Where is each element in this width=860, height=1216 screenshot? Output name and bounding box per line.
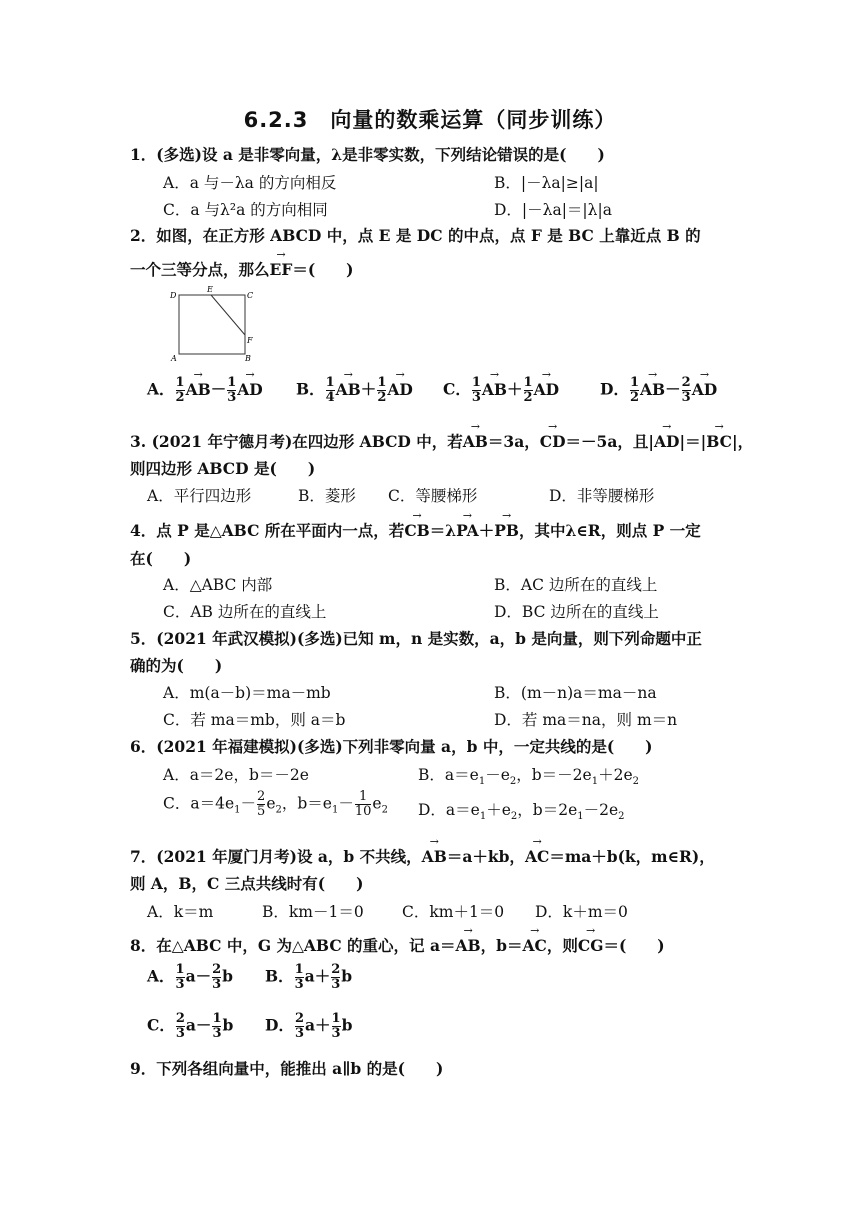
q5-option-c: C．若 ma＝mb，则 a＝b [163, 711, 346, 729]
q7-option-d: D．k＋m＝0 [535, 903, 628, 921]
q8-option-c: C． $\frac{2}{3}$ a－ $\frac{1}{3}$ b [147, 1011, 234, 1041]
q3-stem-line1: 3. (2021 年宁德月考)在四边形 ABCD 中，若→ AB＝3a，→ CD＝－5a，且|→ AD|＝|→ BC|， [130, 430, 753, 452]
label-f: F [247, 336, 253, 345]
q1-option-a: A．a 与－λa 的方向相反 [163, 174, 337, 192]
q4-option-b: B．AC 边所在的直线上 [494, 576, 658, 594]
q8-option-b: B． $\frac{1}{3}$ a＋ $\frac{2}{3}$ b [265, 962, 353, 992]
title-text: 向量的数乘运算（同步训练） [330, 108, 617, 132]
vector-cb: → CB [404, 521, 429, 540]
q1-option-b: B．|－λa|≥|a| [494, 174, 599, 192]
q2-stem-line1: 2．如图，在正方形 ABCD 中，点 E 是 DC 的中点，点 F 是 BC 上靠近点 B 的 [130, 226, 701, 245]
q4-stem-line2: 在( ) [130, 549, 192, 568]
q9-stem: 9．下列各组向量中，能推出 a∥b 的是( ) [130, 1059, 444, 1078]
vector-ef: → EF [270, 260, 293, 279]
vector-bc: → BC [706, 432, 732, 451]
label-c: C [247, 291, 254, 300]
q5-stem-line2: 确的为( ) [130, 656, 223, 675]
q7-option-b: B．km－1＝0 [262, 903, 364, 921]
q8-option-a: A． $\frac{1}{3}$ a－ $\frac{2}{3}$ b [147, 962, 234, 992]
q3-option-c: C．等腰梯形 [388, 487, 478, 505]
q7-option-a: A．k＝m [147, 903, 214, 921]
vector-ac: → AC [525, 847, 549, 866]
q2-option-a: A． $\frac{1}{2}$ → AB－ $\frac{1}{3}$ → AD [147, 376, 263, 405]
q2-option-d: D． $\frac{1}{2}$ → AB－ $\frac{2}{3}$ → AD [600, 376, 717, 405]
vector-ab: → AB [456, 936, 481, 955]
q6-option-d: D．$a=e_1+e_2$，$b=2e_1-2e_2$ [418, 801, 625, 823]
vector-ac: → AC [522, 936, 546, 955]
q6-option-a: A．a＝2e，b＝－2e [163, 766, 309, 784]
vector-cg: → CG [578, 936, 604, 955]
q5-stem-line1: 5．(2021 年武汉模拟)(多选)已知 m，n 是实数，a，b 是向量，则下列命题中正 [130, 629, 702, 648]
q4-stem-line1: 4．点 P 是△ABC 所在平面内一点，若→ CB＝λ→ PA＋→ PB，其中λ∈R，则点 P 一定 [130, 519, 701, 541]
q3-option-b: B．菱形 [298, 487, 356, 505]
q5-option-a: A．m(a－b)＝ma－mb [163, 684, 331, 702]
vector-ab: → AB [422, 847, 447, 866]
q5-option-d: D．若 ma＝na，则 m＝n [494, 711, 678, 729]
q4-option-c: C．AB 边所在的直线上 [163, 603, 327, 621]
q1-option-c: C．a 与λ²a 的方向相同 [163, 201, 328, 219]
square-figure [168, 285, 258, 363]
q4-option-d: D．BC 边所在的直线上 [494, 603, 659, 621]
q3-stem-line2: 则四边形 ABCD 是( ) [130, 459, 316, 478]
vector-pa: → PA [456, 521, 479, 540]
q8-option-d: D． $\frac{2}{3}$ a＋ $\frac{1}{3}$ b [265, 1011, 353, 1041]
vector-pb: → PB [494, 521, 519, 540]
q1-stem: 1．(多选)设 a 是非零向量，λ是非零实数，下列结论错误的是( ) [130, 145, 605, 164]
label-d: D [170, 291, 177, 300]
title-number: 6.2.3 [243, 108, 309, 132]
q6-option-c: C．$a=4e_1-$ $\frac{2}{5}$ $e_2$，$b=e_1-$ $\frac{1}{10}$ $e_2$ [163, 789, 388, 819]
q2-option-c: C． $\frac{1}{3}$ → AB＋ $\frac{1}{2}$ → AD [443, 376, 559, 405]
label-e: E [207, 285, 213, 294]
q7-option-c: C．km＋1＝0 [402, 903, 505, 921]
page-title [0, 104, 860, 134]
label-b: B [245, 354, 251, 363]
vector-ad: → AD [654, 432, 679, 451]
vector-cd: → CD [540, 432, 566, 451]
q2-option-b: B． $\frac{1}{4}$ → AB＋ $\frac{1}{2}$ → AD [296, 376, 413, 405]
q2-stem-line2: 一个三等分点，那么→ EF＝( ) [130, 258, 354, 280]
q5-option-b: B．(m－n)a＝ma－na [494, 684, 657, 702]
q7-stem-line2: 则 A，B，C 三点共线时有( ) [130, 874, 364, 893]
vector-ab: → AB [463, 432, 488, 451]
q1-option-d: D．|－λa|＝|λ|a [494, 201, 612, 219]
q8-stem: 8．在△ABC 中，G 为△ABC 的重心，记 a＝→ AB，b＝→ AC，则→ CG＝( ) [130, 934, 665, 956]
q3-option-a: A．平行四边形 [147, 487, 252, 505]
q6-option-b: B．$a=e_1-e_2$，$b=-2e_1+2e_2$ [418, 766, 640, 788]
label-a: A [171, 354, 177, 363]
q4-option-a: A．△ABC 内部 [163, 576, 273, 594]
q7-stem-line1: 7．(2021 年厦门月考)设 a，b 不共线，→ AB＝a＋kb，→ AC＝ma＋b(k，m∈R)， [130, 845, 715, 867]
q3-option-d: D．非等腰梯形 [549, 487, 655, 505]
q6-stem: 6．(2021 年福建模拟)(多选)下列非零向量 a，b 中，一定共线的是( ) [130, 737, 653, 756]
